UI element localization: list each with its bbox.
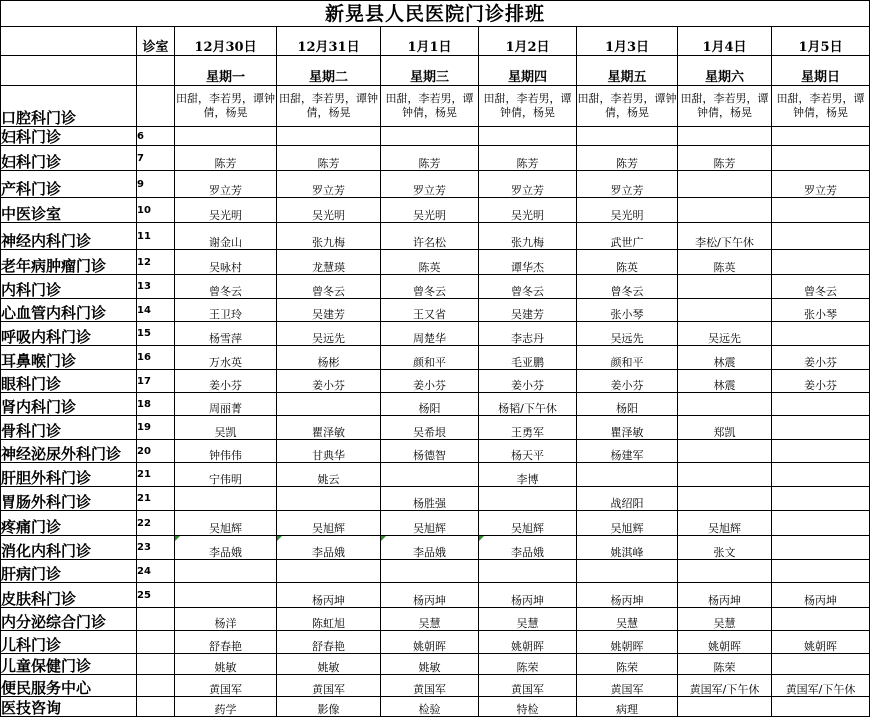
room-number: 23 [137,536,175,560]
department-name: 疼痛门诊 [1,511,137,536]
department-name: 眼科门诊 [1,370,137,393]
schedule-cell: 吴旭辉 [175,511,277,536]
schedule-cell [277,127,381,146]
schedule-cell [678,393,772,416]
schedule-cell: 黄国军 [577,675,678,697]
schedule-cell: 田甜，李若男，谭钟倩，杨晃 [479,86,577,127]
department-name: 呼吸内科门诊 [1,322,137,346]
schedule-cell [479,560,577,583]
schedule-cell [381,463,479,487]
weekday-header: 星期五 [577,56,678,86]
schedule-cell [772,536,870,560]
schedule-cell: 陈英 [381,250,479,275]
table-row [1,370,870,393]
department-name: 皮肤科门诊 [1,583,137,608]
department-name: 中医诊室 [1,198,137,223]
schedule-cell: 检验 [381,697,479,717]
schedule-cell: 颜和平 [381,346,479,370]
department-name: 肾内科门诊 [1,393,137,416]
schedule-cell [175,560,277,583]
schedule-cell [772,608,870,631]
schedule-cell: 姜小芬 [381,370,479,393]
room-number [137,86,175,127]
page-title: 新晃县人民医院门诊排班 [1,1,870,27]
schedule-cell: 张九梅 [277,223,381,250]
schedule-cell [479,487,577,511]
schedule-cell: 黄国军 [479,675,577,697]
schedule-cell [772,223,870,250]
schedule-cell: 姜小芬 [175,370,277,393]
date-header: 1月3日 [577,27,678,56]
schedule-cell [772,250,870,275]
schedule-cell: 杨阳 [381,393,479,416]
room-number [137,631,175,654]
weekday-header: 星期六 [678,56,772,86]
table-row [1,416,870,440]
table-row [1,250,870,275]
schedule-cell [678,440,772,463]
schedule-cell: 杨建军 [577,440,678,463]
schedule-cell: 陈英 [577,250,678,275]
schedule-cell: 陈荣 [577,654,678,675]
department-name: 耳鼻喉门诊 [1,346,137,370]
schedule-cell [678,198,772,223]
schedule-cell: 罗立芳 [175,171,277,198]
schedule-cell: 特检 [479,697,577,717]
schedule-cell: 甘典华 [277,440,381,463]
department-name: 妇科门诊 [1,127,137,146]
schedule-cell: 吴建芳 [479,299,577,322]
schedule-cell: 曾冬云 [577,275,678,299]
department-name: 心血管内科门诊 [1,299,137,322]
table-row [1,560,870,583]
room-number: 21 [137,463,175,487]
schedule-cell: 姚敏 [277,654,381,675]
schedule-cell: 田甜，李若男，谭钟倩，杨晃 [277,86,381,127]
schedule-cell: 陈芳 [577,146,678,171]
table-row [1,608,870,631]
schedule-cell: 钟伟伟 [175,440,277,463]
date-header: 12月30日 [175,27,277,56]
schedule-cell: 曾冬云 [277,275,381,299]
schedule-cell [772,511,870,536]
schedule-cell [772,127,870,146]
department-name: 儿童保健门诊 [1,654,137,675]
room-number: 12 [137,250,175,275]
schedule-cell: 李品娥 [381,536,479,560]
schedule-cell: 吴远先 [277,322,381,346]
schedule-cell: 姚朝晖 [577,631,678,654]
schedule-cell: 吴光明 [175,198,277,223]
schedule-cell [678,463,772,487]
table-row [1,697,870,717]
schedule-cell: 姜小芬 [772,346,870,370]
schedule-cell: 杨阳 [577,393,678,416]
schedule-cell [772,198,870,223]
schedule-cell: 黄国军 [277,675,381,697]
schedule-cell: 张小琴 [577,299,678,322]
schedule-cell: 杨德智 [381,440,479,463]
schedule-cell [678,275,772,299]
schedule-cell: 吴慧 [577,608,678,631]
schedule-cell: 杨丙坤 [577,583,678,608]
schedule-cell [277,487,381,511]
table-row [1,275,870,299]
schedule-cell: 周丽菁 [175,393,277,416]
schedule-cell: 战绍阳 [577,487,678,511]
department-name: 骨科门诊 [1,416,137,440]
schedule-cell: 姜小芬 [577,370,678,393]
schedule-cell: 张九梅 [479,223,577,250]
schedule-cell: 陈芳 [277,146,381,171]
corner-cell [1,27,137,56]
schedule-cell: 瞿泽敏 [577,416,678,440]
room-number: 24 [137,560,175,583]
schedule-cell: 田甜，李若男，谭钟倩，杨晃 [678,86,772,127]
schedule-cell [772,560,870,583]
schedule-cell: 龙慧瑛 [277,250,381,275]
table-row [1,322,870,346]
department-name: 神经内科门诊 [1,223,137,250]
schedule-cell [772,393,870,416]
schedule-cell: 姚朝晖 [479,631,577,654]
schedule-cell: 曾冬云 [175,275,277,299]
date-header: 1月4日 [678,27,772,56]
room-number [137,654,175,675]
schedule-cell: 杨丙坤 [381,583,479,608]
table-row [1,675,870,697]
room-number: 19 [137,416,175,440]
date-header: 12月31日 [277,27,381,56]
room-column-blank [137,56,175,86]
schedule-cell: 王又省 [381,299,479,322]
table-row [1,583,870,608]
room-number: 18 [137,393,175,416]
schedule-cell: 田甜，李若男，谭钟倩，杨晃 [381,86,479,127]
schedule-cell: 黄国军 [175,675,277,697]
schedule-cell: 周楚华 [381,322,479,346]
schedule-cell: 陈英 [678,250,772,275]
schedule-cell: 吴光明 [577,198,678,223]
table-row [1,631,870,654]
schedule-cell: 陈荣 [678,654,772,675]
schedule-cell: 李松/下午休 [678,223,772,250]
schedule-cell: 黄国军 [381,675,479,697]
room-number: 11 [137,223,175,250]
table-row [1,440,870,463]
room-number: 6 [137,127,175,146]
schedule-cell: 吴旭辉 [479,511,577,536]
schedule-cell: 吴慧 [381,608,479,631]
schedule-cell [678,697,772,717]
schedule-cell: 杨洋 [175,608,277,631]
schedule-cell: 吴旭辉 [678,511,772,536]
table-row [1,299,870,322]
schedule-cell: 毛亚鹏 [479,346,577,370]
schedule-cell: 杨彬 [277,346,381,370]
room-number: 22 [137,511,175,536]
schedule-cell: 吴慧 [678,608,772,631]
schedule-cell [277,393,381,416]
schedule-cell: 李博 [479,463,577,487]
schedule-cell: 吴光明 [277,198,381,223]
schedule-cell: 吴光明 [381,198,479,223]
schedule-cell: 黄国军/下午休 [772,675,870,697]
schedule-cell [479,127,577,146]
schedule-cell: 舒春艳 [277,631,381,654]
schedule-cell: 病理 [577,697,678,717]
department-name: 消化内科门诊 [1,536,137,560]
schedule-cell [678,560,772,583]
room-number: 7 [137,146,175,171]
schedule-cell: 姜小芬 [772,370,870,393]
schedule-cell: 罗立芳 [479,171,577,198]
department-name: 产科门诊 [1,171,137,198]
schedule-cell: 陈虹旭 [277,608,381,631]
schedule-cell: 舒春艳 [175,631,277,654]
schedule-cell: 吴旭辉 [577,511,678,536]
table-row [1,146,870,171]
room-number: 21 [137,487,175,511]
room-number: 25 [137,583,175,608]
schedule-cell: 黄国军/下午休 [678,675,772,697]
schedule-cell: 吴旭辉 [277,511,381,536]
schedule-cell [175,127,277,146]
schedule-cell: 姜小芬 [479,370,577,393]
room-number: 15 [137,322,175,346]
schedule-cell: 陈芳 [678,146,772,171]
schedule-cell [772,322,870,346]
department-name: 儿科门诊 [1,631,137,654]
department-name: 肝胆外科门诊 [1,463,137,487]
weekday-header: 星期三 [381,56,479,86]
date-header: 1月2日 [479,27,577,56]
schedule-cell [772,463,870,487]
room-column-header: 诊室 [137,27,175,56]
schedule-cell [577,560,678,583]
schedule-cell: 药学 [175,697,277,717]
schedule-cell [772,697,870,717]
schedule-cell: 吴咏村 [175,250,277,275]
table-row [1,393,870,416]
room-number: 9 [137,171,175,198]
schedule-cell: 吴远先 [577,322,678,346]
schedule-cell: 曾冬云 [772,275,870,299]
schedule-cell: 影像 [277,697,381,717]
table-row [1,536,870,560]
schedule-cell [577,463,678,487]
room-number: 14 [137,299,175,322]
schedule-cell: 罗立芳 [277,171,381,198]
schedule-cell: 林震 [678,370,772,393]
schedule-cell: 罗立芳 [772,171,870,198]
schedule-cell: 颜和平 [577,346,678,370]
schedule-cell: 李品娥 [277,536,381,560]
schedule-cell: 曾冬云 [479,275,577,299]
room-number [137,608,175,631]
schedule-cell: 吴旭辉 [381,511,479,536]
schedule-cell: 谢金山 [175,223,277,250]
department-name: 医技咨询 [1,697,137,717]
schedule-cell: 田甜，李若男，谭钟倩，杨晃 [772,86,870,127]
schedule-cell [678,171,772,198]
table-row [1,511,870,536]
schedule-cell: 张小琴 [772,299,870,322]
department-name: 口腔科门诊 [1,86,137,127]
schedule-cell [678,299,772,322]
schedule-cell: 杨雪萍 [175,322,277,346]
schedule-cell: 姚朝晖 [772,631,870,654]
schedule-cell: 陈芳 [479,146,577,171]
schedule-cell: 张文 [678,536,772,560]
table-row [1,198,870,223]
schedule-cell: 田甜，李若男，谭钟倩，杨晃 [577,86,678,127]
schedule-cell [678,127,772,146]
room-number: 16 [137,346,175,370]
schedule-cell: 姚朝晖 [678,631,772,654]
schedule-cell: 杨丙坤 [277,583,381,608]
room-number [137,697,175,717]
schedule-cell [577,127,678,146]
schedule-cell: 瞿泽敏 [277,416,381,440]
room-number: 13 [137,275,175,299]
schedule-cell: 许名松 [381,223,479,250]
weekday-header: 星期二 [277,56,381,86]
schedule-cell: 武世广 [577,223,678,250]
date-header: 1月1日 [381,27,479,56]
schedule-cell: 吴远先 [678,322,772,346]
schedule-cell: 姜小芬 [277,370,381,393]
table-row [1,171,870,198]
schedule-cell: 王卫玲 [175,299,277,322]
schedule-cell: 姚淇峰 [577,536,678,560]
department-name: 妇科门诊 [1,146,137,171]
schedule-cell: 吴建芳 [277,299,381,322]
department-name: 胃肠外科门诊 [1,487,137,511]
table-row [1,223,870,250]
department-name: 神经泌尿外科门诊 [1,440,137,463]
schedule-cell: 杨天平 [479,440,577,463]
schedule-cell [175,583,277,608]
room-number: 17 [137,370,175,393]
table-row [1,127,870,146]
schedule-cell: 陈荣 [479,654,577,675]
schedule-cell: 田甜，李若男，谭钟倩，杨晃 [175,86,277,127]
schedule-cell: 姚朝晖 [381,631,479,654]
schedule-cell [772,487,870,511]
schedule-cell: 杨韬/下午休 [479,393,577,416]
schedule-cell: 曾冬云 [381,275,479,299]
schedule-cell [772,440,870,463]
table-row [1,463,870,487]
schedule-cell: 万水英 [175,346,277,370]
weekday-header: 星期四 [479,56,577,86]
table-row [1,487,870,511]
weekday-header: 星期日 [772,56,870,86]
schedule-cell [175,487,277,511]
schedule-cell [381,560,479,583]
schedule-cell: 吴慧 [479,608,577,631]
corner-cell [1,56,137,86]
schedule-cell: 李志丹 [479,322,577,346]
schedule-cell [772,654,870,675]
room-number: 20 [137,440,175,463]
schedule-cell: 罗立芳 [381,171,479,198]
schedule-cell [678,487,772,511]
schedule-cell: 吴光明 [479,198,577,223]
schedule-cell: 李品娥 [175,536,277,560]
schedule-cell: 陈芳 [175,146,277,171]
schedule-cell: 王勇军 [479,416,577,440]
schedule-cell: 宁伟明 [175,463,277,487]
schedule-cell: 杨丙坤 [772,583,870,608]
room-number: 10 [137,198,175,223]
weekday-header: 星期一 [175,56,277,86]
schedule-cell: 杨丙坤 [479,583,577,608]
department-name: 内分泌综合门诊 [1,608,137,631]
schedule-cell: 林震 [678,346,772,370]
schedule-cell: 姚云 [277,463,381,487]
table-row [1,86,870,127]
schedule-cell: 李品娥 [479,536,577,560]
table-row [1,654,870,675]
schedule-cell: 姚敏 [381,654,479,675]
schedule-cell: 陈芳 [381,146,479,171]
schedule-cell: 杨丙坤 [678,583,772,608]
department-name: 肝病门诊 [1,560,137,583]
department-name: 老年病肿瘤门诊 [1,250,137,275]
room-number [137,675,175,697]
schedule-cell: 郑凯 [678,416,772,440]
department-name: 内科门诊 [1,275,137,299]
department-name: 便民服务中心 [1,675,137,697]
schedule-cell [772,146,870,171]
schedule-cell: 吴希垠 [381,416,479,440]
schedule-cell: 吴凯 [175,416,277,440]
schedule-cell [772,416,870,440]
schedule-cell [381,127,479,146]
schedule-cell: 罗立芳 [577,171,678,198]
schedule-cell: 姚敏 [175,654,277,675]
schedule-cell: 杨胜强 [381,487,479,511]
schedule-cell: 谭华杰 [479,250,577,275]
date-header: 1月5日 [772,27,870,56]
table-row [1,346,870,370]
schedule-cell [277,560,381,583]
